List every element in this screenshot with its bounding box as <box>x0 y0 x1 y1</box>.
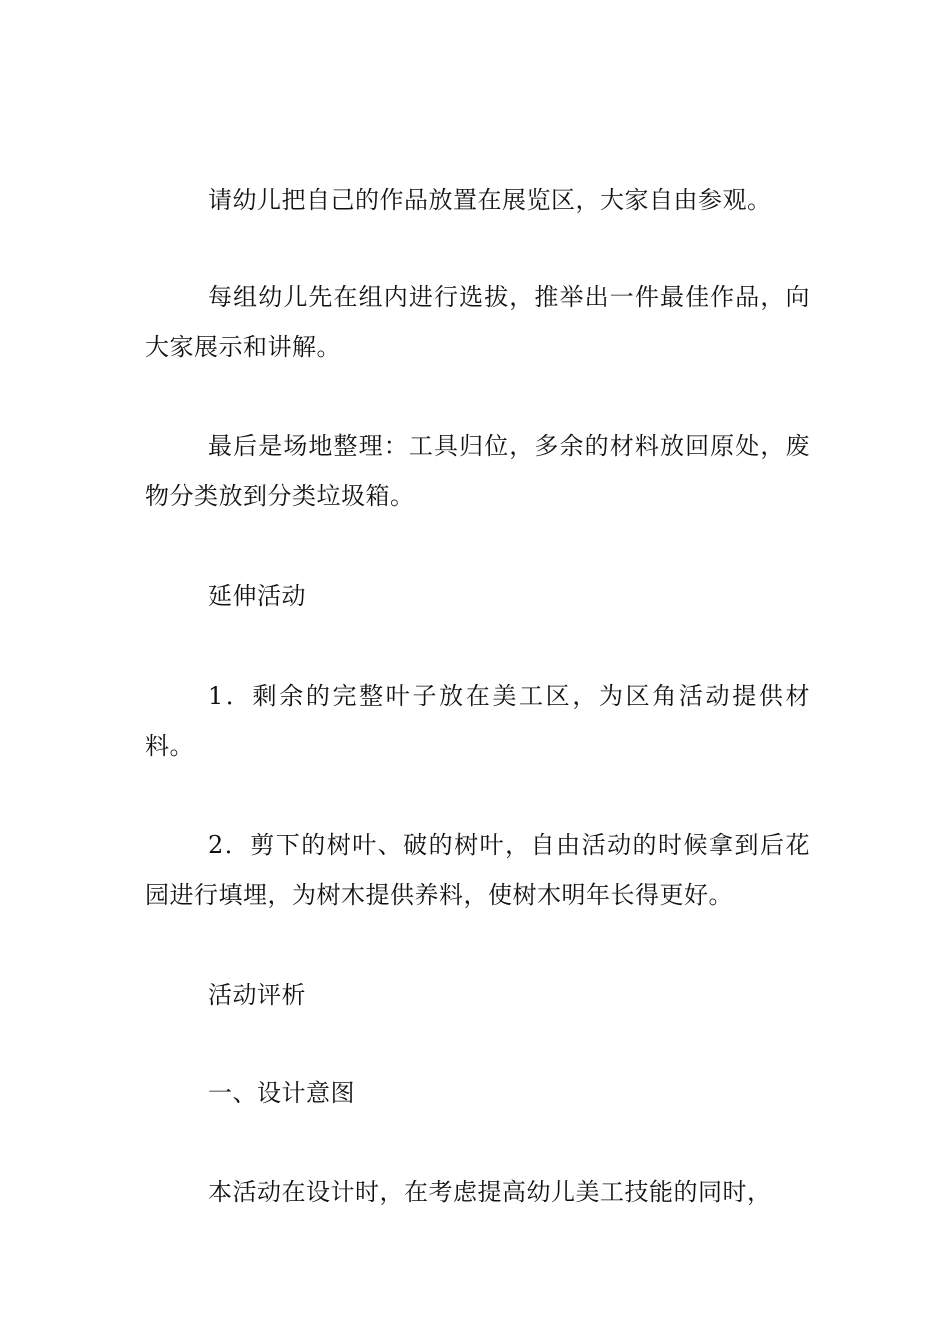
list-item-2: 2．剪下的树叶、破的树叶，自由活动的时候拿到后花园进行填埋，为树木提供养料，使树木明年长得更好。 <box>145 831 810 909</box>
paragraph-selection: 每组幼儿先在组内进行选拔，推举出一件最佳作品，向大家展示和讲解。 <box>145 283 810 361</box>
paragraph-cleanup: 最后是场地整理：工具归位，多余的材料放回原处，废物分类放到分类垃圾箱。 <box>145 432 810 510</box>
list-item-1: 1．剩余的完整叶子放在美工区，为区角活动提供材料。 <box>145 682 810 760</box>
heading-extension-activity: 延伸活动 <box>208 582 306 610</box>
heading-design-intent: 一、设计意图 <box>208 1079 355 1107</box>
paragraph-design-intent: 本活动在设计时，在考虑提高幼儿美工技能的同时， <box>208 1178 772 1206</box>
paragraph-exhibition: 请幼儿把自己的作品放置在展览区，大家自由参观。 <box>208 186 772 214</box>
heading-activity-analysis: 活动评析 <box>208 981 306 1009</box>
